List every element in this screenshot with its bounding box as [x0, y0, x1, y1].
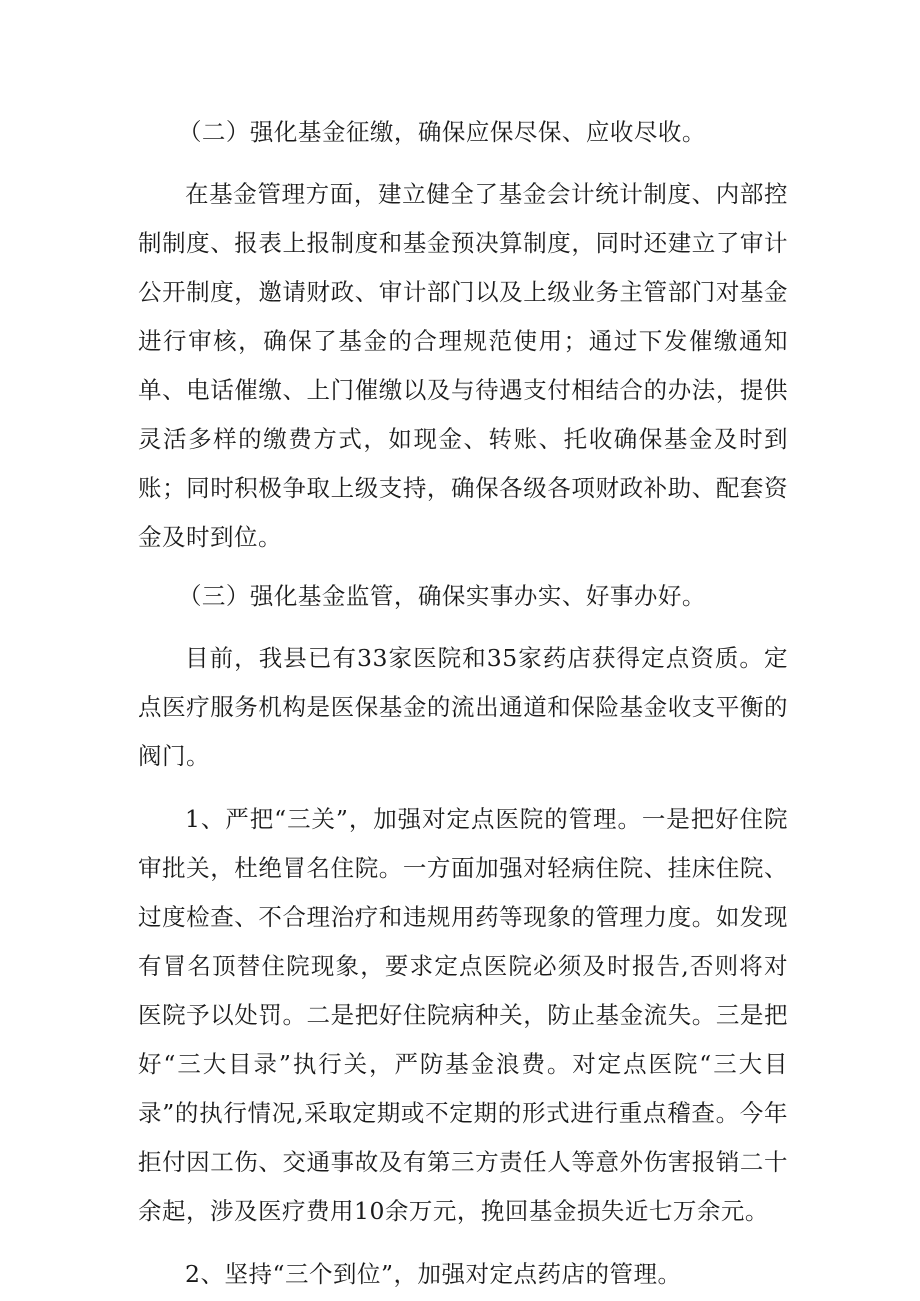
paragraph-fund-management: 在基金管理方面，建立健全了基金会计统计制度、内部控制制度、报表上报制度和基金预决算制度，同时还建立了审计公开制度，邀请财政、审计部门以及上级业务主管部门对基金进行审核，确保了基金的合理规范使用；通过下发催缴通知单、电话催缴、上门催缴以及与待遇支付相结合的办法，提供灵活多样的缴费方式，如现金、转账、托收确保基金及时到账；同时积极争取上级支持，确保各级各项财政补助、配套资金及时到位。	[138, 180, 788, 551]
section-heading-3: （三）强化基金监管，确保实事办实、好事办好。	[177, 582, 706, 610]
paragraph-current-status: 目前，我县已有33家医院和35家药店获得定点资质。定点医疗服务机构是医保基金的流出通道和保险基金收支平衡的阀门。	[138, 644, 788, 770]
paragraph-item-1: 1、严把“三关”，加强对定点医院的管理。一是把好住院审批关，杜绝冒名住院。一方面加强对轻病住院、挂床住院、过度检查、不合理治疗和违规用药等现象的管理力度。如发现有冒名顶替住院现象，要求定点医院必须及时报告,否则将对医院予以处罚。二是把好住院病种关，防止基金流失。三是把好“三大目录”执行关，严防基金浪费。对定点医院“三大目录”的执行情况,采取定期或不定期的形式进行重点稽查。今年拒付因工伤、交通事故及有第三方责任人等意外伤害报销二十余起，涉及医疗费用10余万元，挽回基金损失近七万余元。	[138, 805, 788, 1225]
document-page	[138, 108, 788, 1299]
section-heading-2: （二）强化基金征缴，确保应保尽保、应收尽收。	[177, 118, 706, 146]
paragraph-item-2: 2、坚持“三个到位”，加强对定点药店的管理。	[185, 1260, 682, 1288]
